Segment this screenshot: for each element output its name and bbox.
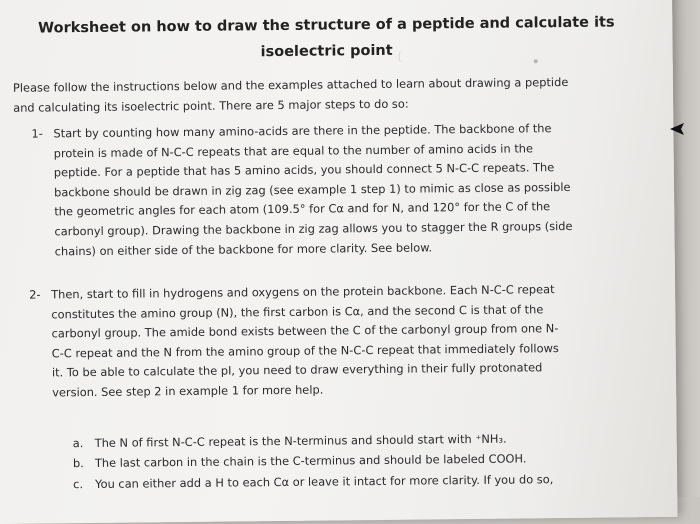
- intro-paragraph: [13, 72, 613, 118]
- step-text: [53, 119, 572, 262]
- subitem-label: a.: [72, 436, 84, 451]
- speck: [534, 59, 538, 63]
- step-line: constitutes the amino group (N), the first carbon is Cα, and the second C is that of the: [51, 301, 544, 321]
- step-1: [31, 118, 631, 258]
- step-line: peptide. For a peptide that has 5 amino acids, you should connect 5 N-C-C repeats. The: [53, 160, 555, 180]
- page-title: [6, 9, 647, 68]
- step-line: backbone should be drawn in zig zag (see example 1 step 1) to mimic as close as possible: [54, 179, 571, 200]
- subitem-label: b.: [72, 456, 84, 471]
- intro-line: Please follow the instructions below and the examples attached to learn about drawing a peptide: [12, 74, 569, 95]
- step-line: Start by counting how many amino-acids are there in the peptide. The backbone of the: [53, 121, 552, 141]
- step-number: 1-: [31, 126, 43, 141]
- step-line: protein is made of N-C-C repeats that are equal to the number of amino acids in the: [53, 140, 534, 160]
- step-number: 2-: [29, 287, 41, 302]
- subitem-text: The last carbon in the chain is the C-terminus and should be labeled COOH.: [94, 451, 527, 470]
- intro-line: and calculating its isoelectric point. There are 5 major steps to do so:: [13, 96, 409, 115]
- subitem-label: c.: [73, 477, 84, 492]
- step-line: Then, start to fill in hydrogens and oxygens on the protein backbone. Each N-C-C repeat: [51, 282, 555, 302]
- step-line: carbonyl group. The amide bond exists between the C of the carbonyl group from one N-: [51, 321, 559, 341]
- step-line: C-C repeat and the N from the amino group of the N-C-C repeat that immediately follows: [51, 340, 559, 361]
- step-line: the geometric angles for each atom (109.5° for Cα and for N, and 120° for the C of the: [54, 199, 551, 219]
- step-line: it. To be able to calculate the pI, you need to draw everything in their fully protonated: [51, 360, 543, 380]
- step-2: [29, 279, 629, 400]
- step-line: version. See step 2 in example 1 for more help.: [52, 382, 324, 400]
- step-text: [51, 280, 559, 403]
- arrow-cursor-icon: [668, 120, 692, 138]
- step-line: carbonyl group). Drawing the backbone in zig zag allows you to stagger the R groups (side: [54, 218, 573, 239]
- step-line: chains) on either side of the backbone for more clarity. See below.: [54, 239, 433, 258]
- title-line-1: Worksheet on how to draw the structure of a peptide and calculate its: [38, 14, 615, 37]
- pencil-mark: [399, 51, 408, 63]
- title-line-2: isoelectric point: [260, 42, 393, 61]
- subitem-text: The N of first N-C-C repeat is the N-terminus and should start with ⁺NH₃.: [94, 431, 507, 450]
- subitem-text: You can either add a H to each Cα or leave it intact for more clarity. If you do so,: [95, 472, 554, 491]
